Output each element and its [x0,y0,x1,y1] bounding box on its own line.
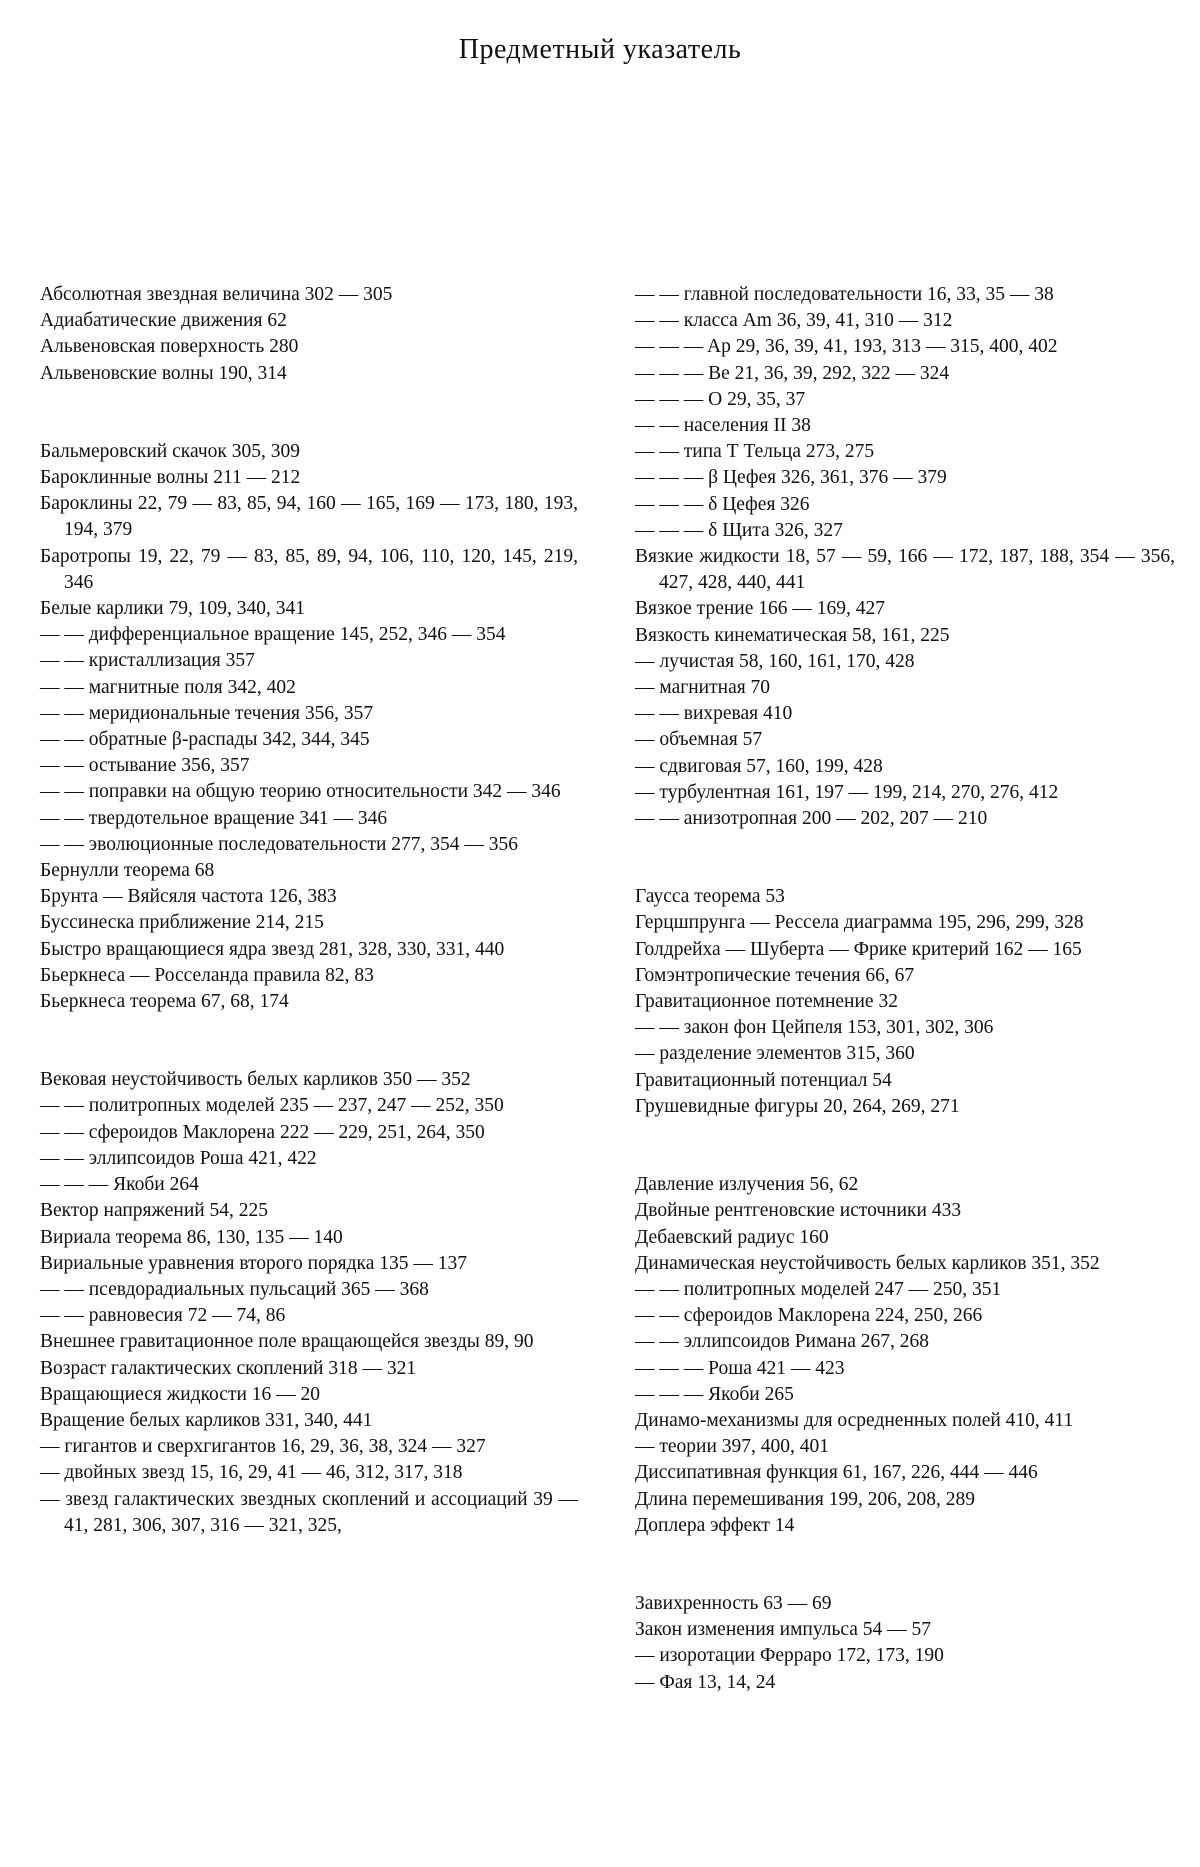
index-entry: Вектор напряжений 54, 225 [40,1200,269,1222]
index-entry: Герцшпрунга — Рессела диаграмма 195, 296, 299, 328 [635,912,1084,934]
index-entry: — — — Be 21, 36, 39, 292, 322 — 324 [635,362,950,384]
letter-gap [635,1120,1175,1172]
index-entry: — — — Якоби 265 [635,1383,794,1405]
index-entry: — разделение элементов 315, 360 [635,1043,915,1065]
index-entry: — турбулентная 161, 197 — 199, 214, 270, 276, 412 [635,781,1059,803]
index-letter-group [635,1591,1175,1696]
index-entry: — — поправки на общую теорию относительности 342 — 346 [40,781,561,803]
index-entry: Бальмеровский скачок 305, 309 [40,440,300,462]
index-entry: — двойных звезд 15, 16, 29, 41 — 46, 312, 317, 318 [40,1462,463,1484]
index-entry: Альвеновские волны 190, 314 [40,362,287,384]
index-entry: Динамо-механизмы для осредненных полей 410, 411 [635,1409,1074,1431]
index-entry: Бьеркнеса теорема 67, 68, 174 [40,991,289,1013]
index-entry: — — равновесия 72 — 74, 86 [40,1305,286,1327]
index-entry: — — — Роша 421 — 423 [635,1357,845,1379]
index-entry: Завихренность 63 — 69 [635,1592,832,1614]
index-entry: — — меридиональные течения 356, 357 [40,702,374,724]
index-entry: — — политропных моделей 235 — 237, 247 — 252, 350 [40,1095,504,1117]
index-entry: Внешнее гравитационное поле вращающейся звезды 89, 90 [40,1331,534,1353]
index-entry: Вириальные уравнения второго порядка 135 — 137 [40,1252,467,1274]
index-entry: Гравитационное потемнение 32 [635,991,898,1013]
letter-gap [635,1539,1175,1591]
letter-gap [635,832,1175,884]
index-entry: — — сфероидов Маклорена 224, 250, 266 [635,1305,983,1327]
index-entry: — сдвиговая 57, 160, 199, 428 [635,755,883,777]
index-entry: Бьеркнеса — Росселанда правила 82, 83 [40,964,374,986]
index-entry: Доплера эффект 14 [635,1514,795,1536]
page-title: Предметный указатель [458,34,742,65]
index-entry: Вязкость кинематическая 58, 161, 225 [635,624,950,646]
index-entry: — — класса Am 36, 39, 41, 310 — 312 [635,310,953,332]
left-column [40,282,578,1539]
index-letter-group [635,282,1175,832]
letter-gap [40,1015,578,1067]
index-entry: Абсолютная звездная величина 302 — 305 [40,284,393,305]
index-entry: Двойные рентгеновские источники 433 [635,1200,962,1222]
index-entry: — — остывание 356, 357 [40,755,250,777]
index-entry: — — эволюционные последовательности 277, 354 — 356 [40,833,519,855]
index-entry: Буссинеска приближение 214, 215 [40,912,324,934]
index-entry: Белые карлики 79, 109, 340, 341 [40,598,305,620]
index-entry: — изоротации Ферраро 172, 173, 190 [635,1645,944,1667]
index-entry: Диссипативная функция 61, 167, 226, 444 — 446 [635,1462,1038,1484]
index-entry: Длина перемешивания 199, 206, 208, 289 [635,1488,975,1510]
index-entry: Вязкие жидкости 18, 57 — 59, 166 — 172, 187, 188, 354 — 356, 427, 428, 440, 441 [635,546,1175,594]
index-entry: — — вихревая 410 [635,703,793,725]
index-entry: Вращающиеся жидкости 16 — 20 [40,1383,321,1405]
index-entry: Бароклинные волны 211 — 212 [40,467,301,489]
index-entry: Брунта — Вяйсяля частота 126, 383 [40,886,337,908]
index-entry: — — политропных моделей 247 — 250, 351 [635,1278,1002,1300]
index-entry: — Фая 13, 14, 24 [635,1671,776,1693]
index-entry: — — — Якоби 264 [40,1174,199,1196]
index-entry: Возраст галактических скоплений 318 — 321 [40,1357,417,1379]
index-entry: — объемная 57 [635,729,763,751]
letter-gap [40,387,578,439]
index-entry: — — эллипсоидов Роша 421, 422 [40,1147,317,1169]
index-entry: — — магнитные поля 342, 402 [40,676,296,698]
index-entry: Гаусса теорема 53 [635,886,785,908]
index-entry: Динамическая неустойчивость белых карликов 351, 352 [635,1252,1100,1274]
index-entry: Гравитационный потенциал 54 [635,1069,892,1091]
index-entry: — — населения II 38 [635,415,811,437]
index-entry: — — — Ap 29, 36, 39, 41, 193, 313 — 315, 400, 402 [635,336,1058,358]
index-letter-group [635,1172,1175,1539]
index-letter-group [40,439,578,1015]
index-entry: Альвеновская поверхность 280 [40,336,299,358]
index-entry: — — дифференциальное вращение 145, 252, 346 — 354 [40,624,506,646]
index-entry: Закон изменения импульса 54 — 57 [635,1619,932,1641]
index-entry: — — кристаллизация 357 [40,650,255,672]
index-entry: Грушевидные фигуры 20, 264, 269, 271 [635,1095,960,1117]
index-entry: — — — δ Цефея 326 [635,493,810,515]
index-entry: — звезд галактических звездных скоплений и ассоциаций 39 — 41, 281, 306, 307, 316 — 321, 325, [40,1488,578,1536]
index-entry: — — закон фон Цейпеля 153, 301, 302, 306 [635,1017,994,1039]
index-entry: — — твердотельное вращение 341 — 346 [40,807,388,829]
index-entry: — — псевдорадиальных пульсаций 365 — 368 [40,1278,429,1300]
index-entry: Быстро вращающиеся ядра звезд 281, 328, 330, 331, 440 [40,938,505,960]
index-entry: Вековая неустойчивость белых карликов 350 — 352 [40,1069,471,1091]
index-entry: — — обратные β-распады 342, 344, 345 [40,729,370,751]
index-entry: — — типа Т Тельца 273, 275 [635,441,875,463]
index-entry: — — эллипсоидов Римана 267, 268 [635,1331,930,1353]
index-entry: Бернулли теорема 68 [40,860,215,882]
index-entry: Дебаевский радиус 160 [635,1226,829,1248]
index-entry: — — — δ Щита 326, 327 [635,519,843,541]
index-entry: — — — O 29, 35, 37 [635,388,806,410]
index-entry: Голдрейха — Шуберта — Фрике критерий 162 — 165 [635,938,1082,960]
index-entry: — — — β Цефея 326, 361, 376 — 379 [635,467,947,489]
index-entry: Давление излучения 56, 62 [635,1174,859,1196]
index-entry: Адиабатические движения 62 [40,310,287,332]
index-entry: Вращение белых карликов 331, 340, 441 [40,1409,373,1431]
index-entry: — теории 397, 400, 401 [635,1436,830,1458]
index-entry: Вязкое трение 166 — 169, 427 [635,598,885,620]
index-letter-group [40,282,578,387]
index-entry: — лучистая 58, 160, 161, 170, 428 [635,650,915,672]
index-letter-group [635,884,1175,1120]
index-entry: — — главной последовательности 16, 33, 35 — 38 [635,284,1054,305]
index-entry: — магнитная 70 [635,677,771,699]
right-column [635,282,1175,1696]
index-entry: — гигантов и сверхгигантов 16, 29, 36, 38, 324 — 327 [40,1436,486,1458]
index-entry: Баротропы 19, 22, 79 — 83, 85, 89, 94, 106, 110, 120, 145, 219, 346 [40,545,578,593]
index-entry: — — сфероидов Маклорена 222 — 229, 251, 264, 350 [40,1121,485,1143]
index-entry: Гомэнтропические течения 66, 67 [635,964,915,986]
index-entry: — — анизотропная 200 — 202, 207 — 210 [635,808,988,830]
index-entry: Бароклины 22, 79 — 83, 85, 94, 160 — 165, 169 — 173, 180, 193, 194, 379 [40,493,578,541]
index-entry: Вириала теорема 86, 130, 135 — 140 [40,1226,343,1248]
index-letter-group [40,1067,578,1539]
